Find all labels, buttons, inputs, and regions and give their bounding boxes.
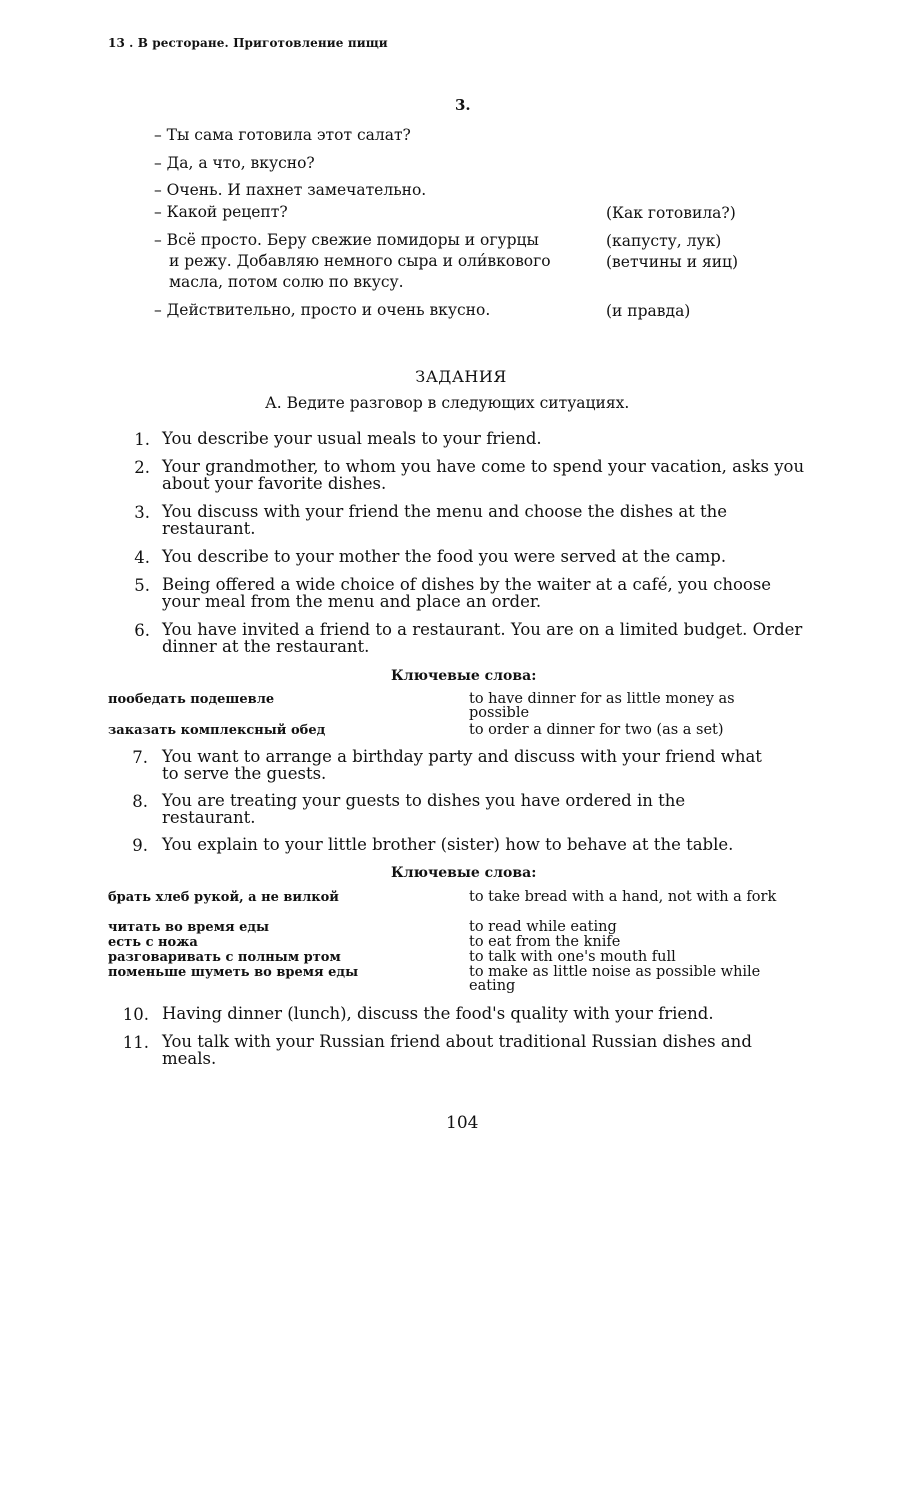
- task-text: You describe to your mother the food you were served at the camp.: [162, 547, 727, 566]
- task-number: 2.: [134, 458, 150, 477]
- running-head: 13 . В ресторане. Приготовление пищи: [108, 36, 388, 50]
- task-number: 9.: [132, 836, 148, 855]
- section-number: 3.: [455, 96, 471, 114]
- keyword-ru: читать во время еды: [108, 920, 270, 935]
- keyword-en: to read while eating: [469, 919, 617, 935]
- dialogue-line: – Очень. И пахнет замечательно.: [154, 181, 427, 199]
- dialogue-alternative: (ветчины и яиц): [606, 253, 739, 271]
- keyword-en: to talk with one's mouth full: [469, 949, 676, 965]
- task-text: You discuss with your friend the menu and choose the dishes at the restaurant.: [162, 502, 728, 538]
- keyword-ru: есть с ножа: [108, 935, 198, 950]
- task-number: 4.: [134, 548, 150, 567]
- keyword-ru: разговаривать с полным ртом: [108, 950, 341, 965]
- dialogue-line: – Ты сама готовила этот салат?: [154, 126, 411, 144]
- task-number: 10.: [122, 1005, 149, 1024]
- task-text: You want to arrange a birthday party and discuss with your friend what to serve the guests.: [162, 747, 762, 783]
- keywords-label: Ключевые слова:: [391, 865, 537, 881]
- dialogue-line: масла, потом солю по вкусу.: [169, 273, 404, 291]
- keyword-ru: брать хлеб рукой, а не вилкой: [108, 890, 339, 905]
- task-text: You describe your usual meals to your friend.: [162, 429, 542, 448]
- keyword-ru: заказать комплексный обед: [108, 723, 326, 738]
- task-number: 7.: [132, 748, 148, 767]
- dialogue-alternative: (капусту, лук): [606, 232, 722, 250]
- keyword-en: to take bread with a hand, not with a fork: [469, 889, 777, 905]
- dialogue-line: – Какой рецепт?: [154, 203, 288, 221]
- dialogue-line: – Всё просто. Беру свежие помидоры и огурцы: [154, 231, 539, 249]
- dialogue-alternative: (и правда): [606, 302, 691, 320]
- task-text: You are treating your guests to dishes you have ordered in the restaurant.: [162, 791, 686, 827]
- dialogue-line: – Действительно, просто и очень вкусно.: [154, 301, 491, 319]
- dialogue-line: и режу. Добавляю немного сыра и оли́вкового: [169, 252, 551, 270]
- task-number: 6.: [134, 621, 150, 640]
- dialogue-alternative: (Как готовила?): [606, 204, 736, 222]
- task-text: Being offered a wide choice of dishes by the waiter at a café, you choose your meal from the menu and place an order.: [162, 575, 772, 611]
- tasks-subtitle: А. Ведите разговор в следующих ситуациях.: [265, 394, 630, 412]
- task-text: Your grandmother, to whom you have come to spend your vacation, asks you about your favorite dishes.: [162, 457, 805, 493]
- keywords-label: Ключевые слова:: [391, 668, 537, 684]
- keyword-ru: пообедать подешевле: [108, 692, 275, 707]
- keyword-en: to have dinner for as little money as possible: [469, 691, 735, 721]
- task-text: Having dinner (lunch), discuss the food's quality with your friend.: [162, 1004, 714, 1023]
- task-number: 5.: [134, 576, 150, 595]
- keyword-en: to order a dinner for two (as a set): [469, 722, 724, 738]
- task-number: 3.: [134, 503, 150, 522]
- task-text: You have invited a friend to a restaurant. You are on a limited budget. Order dinner at the restaurant.: [162, 620, 803, 656]
- task-number: 8.: [132, 792, 148, 811]
- tasks-title: ЗАДАНИЯ: [415, 367, 507, 386]
- task-text: You talk with your Russian friend about traditional Russian dishes and meals.: [162, 1032, 752, 1068]
- keyword-ru: поменьше шуметь во время еды: [108, 965, 359, 980]
- task-number: 1.: [134, 430, 150, 449]
- page-number: 104: [446, 1113, 479, 1133]
- keyword-en: to eat from the knife: [469, 934, 621, 950]
- task-text: You explain to your little brother (sister) how to behave at the table.: [162, 835, 734, 854]
- task-number: 11.: [122, 1033, 149, 1052]
- keyword-en: to make as little noise as possible while eating: [469, 964, 761, 994]
- dialogue-line: – Да, а что, вкусно?: [154, 154, 315, 172]
